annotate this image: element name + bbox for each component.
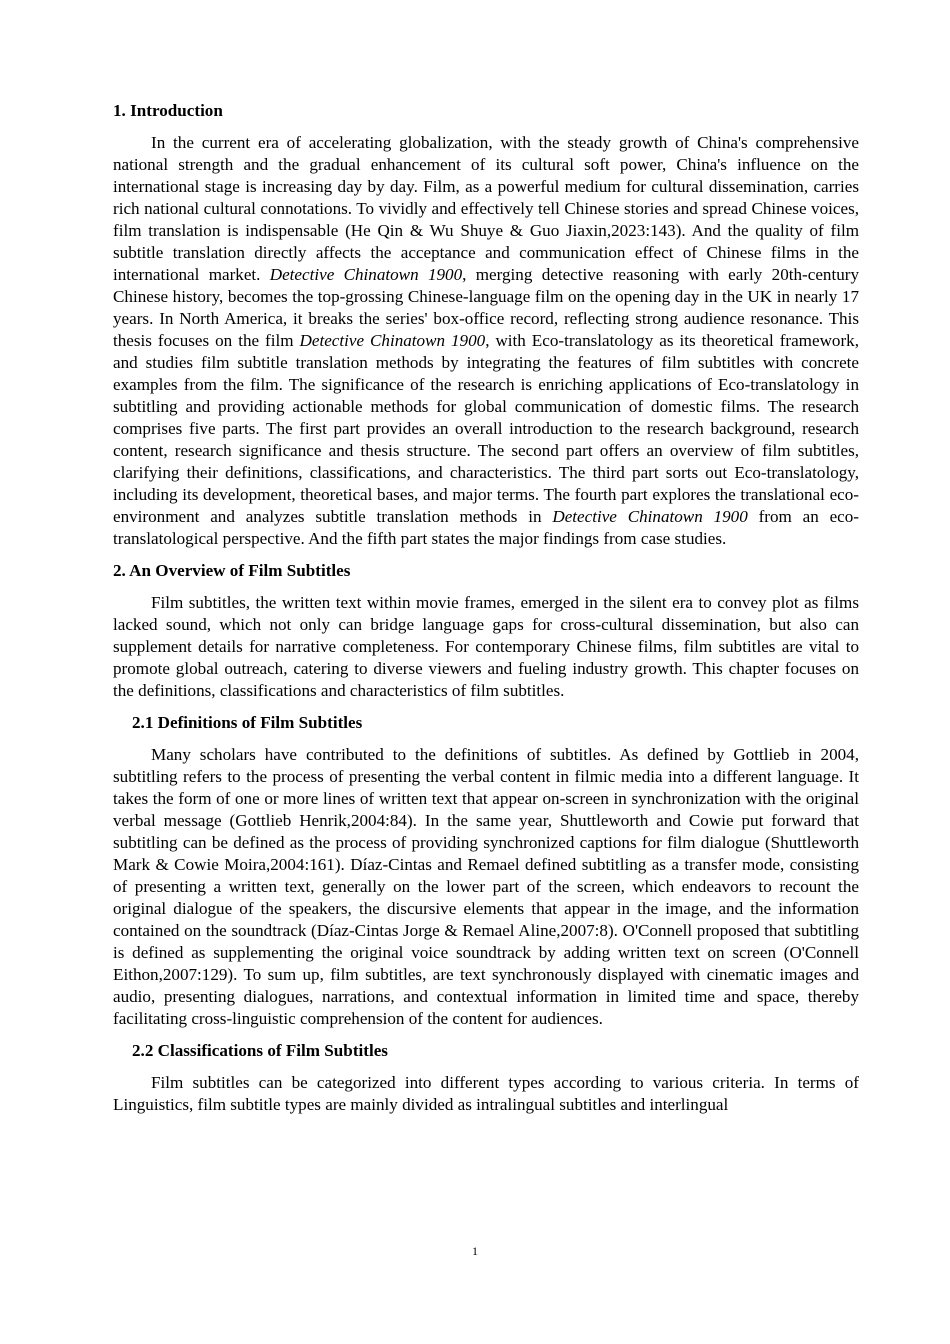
film-title-italic: Detective Chinatown 1900 (552, 507, 748, 526)
document-page (113, 100, 859, 1126)
page-number: 1 (472, 1244, 478, 1258)
intro-text-4: from an eco-translatological perspective. And the fifth part states the major findings from case studies. (113, 507, 859, 548)
definitions-paragraph: Many scholars have contributed to the definitions of subtitles. As defined by Gottlieb in 2004, subtitling refers to the process of presenting the verbal content in filmic media into a different language. It takes the form of one or more lines of written text that appear on-screen in synchronization with the original verbal message (Gottlieb Henrik,2004:84). In the same year, Shuttleworth and Cowie put forward that subtitling can be defined as the process of providing synchronized captions for film dialogue (Shuttleworth Mark & Cowie Moira,2004:161). Díaz-Cintas and Remael defined subtitling as a transfer mode, consisting of presenting a written text, generally on the lower part of the screen, which endeavors to recount the original dialogue of the speakers, the discursive elements that appear in the image, and the information contained on the soundtrack (Díaz-Cintas Jorge & Remael Aline,2007:8). O'Connell proposed that subtitling is defined as supplementing the original voice soundtrack by adding written text on screen (O'Connell Eithon,2007:129). To sum up, film subtitles, are text synchronously displayed with cinematic images and audio, presenting dialogues, narrations, and contextual information in limited time and space, thereby facilitating cross-linguistic comprehension of the content for audiences. (113, 745, 859, 1028)
subsection-heading-classifications: 2.2 Classifications of Film Subtitles (132, 1041, 388, 1060)
subsection-heading-definitions: 2.1 Definitions of Film Subtitles (132, 713, 363, 732)
intro-text-3: , with Eco-translatology as its theoretical framework, and studies film subtitle translation methods by integrating the features of film subtitles with concrete examples from the film. The significance of the research is enriching applications of Eco-translatology in subtitling and providing actionable methods for global communication of domestic films. The research comprises five parts. The first part provides an overall introduction to the research background, research content, research significance and thesis structure. The second part offers an overview of film subtitles, clarifying their definitions, classifications, and characteristics. The third part sorts out Eco-translatology, including its development, theoretical bases, and major terms. The fourth part explores the translational eco-environment and analyzes subtitle translation methods in (113, 331, 859, 526)
intro-text-1: In the current era of accelerating globalization, with the steady growth of China's comprehensive national strength and the gradual enhancement of its cultural soft power, China's influence on the international stage is increasing day by day. Film, as a powerful medium for cultural dissemination, carries rich national cultural connotations. To vividly and effectively tell Chinese stories and spread Chinese voices, film translation is indispensable (He Qin & Wu Shuye & Guo Jiaxin,2023:143). And the quality of film subtitle translation directly affects the acceptance and communication effect of Chinese films in the international market. (113, 133, 859, 284)
intro-text-2: , merging detective reasoning with early 20th-century Chinese history, becomes the top-grossing Chinese-language film on the opening day in the UK in nearly 17 years. In North America, it breaks the series' box-office record, reflecting strong audience resonance. This thesis focuses on the film (113, 265, 859, 350)
section-heading-introduction: 1. Introduction (113, 101, 223, 120)
classifications-paragraph: Film subtitles can be categorized into different types according to various criteria. In terms of Linguistics, film subtitle types are mainly divided as intralingual subtitles and interlingual (113, 1073, 859, 1114)
film-title-italic: Detective Chinatown 1900 (269, 265, 463, 284)
introduction-paragraph (113, 132, 859, 550)
overview-paragraph: Film subtitles, the written text within movie frames, emerged in the silent era to convey plot as films lacked sound, which not only can bridge language gaps for cross-cultural dissemination, but also can supplement details for narrative completeness. For contemporary Chinese films, film subtitles are vital to promote global outreach, catering to diverse viewers and fueling industry growth. This chapter focuses on the definitions, classifications and characteristics of film subtitles. (113, 593, 859, 700)
film-title-italic: Detective Chinatown 1900 (299, 331, 486, 350)
section-heading-overview: 2. An Overview of Film Subtitles (113, 561, 351, 580)
